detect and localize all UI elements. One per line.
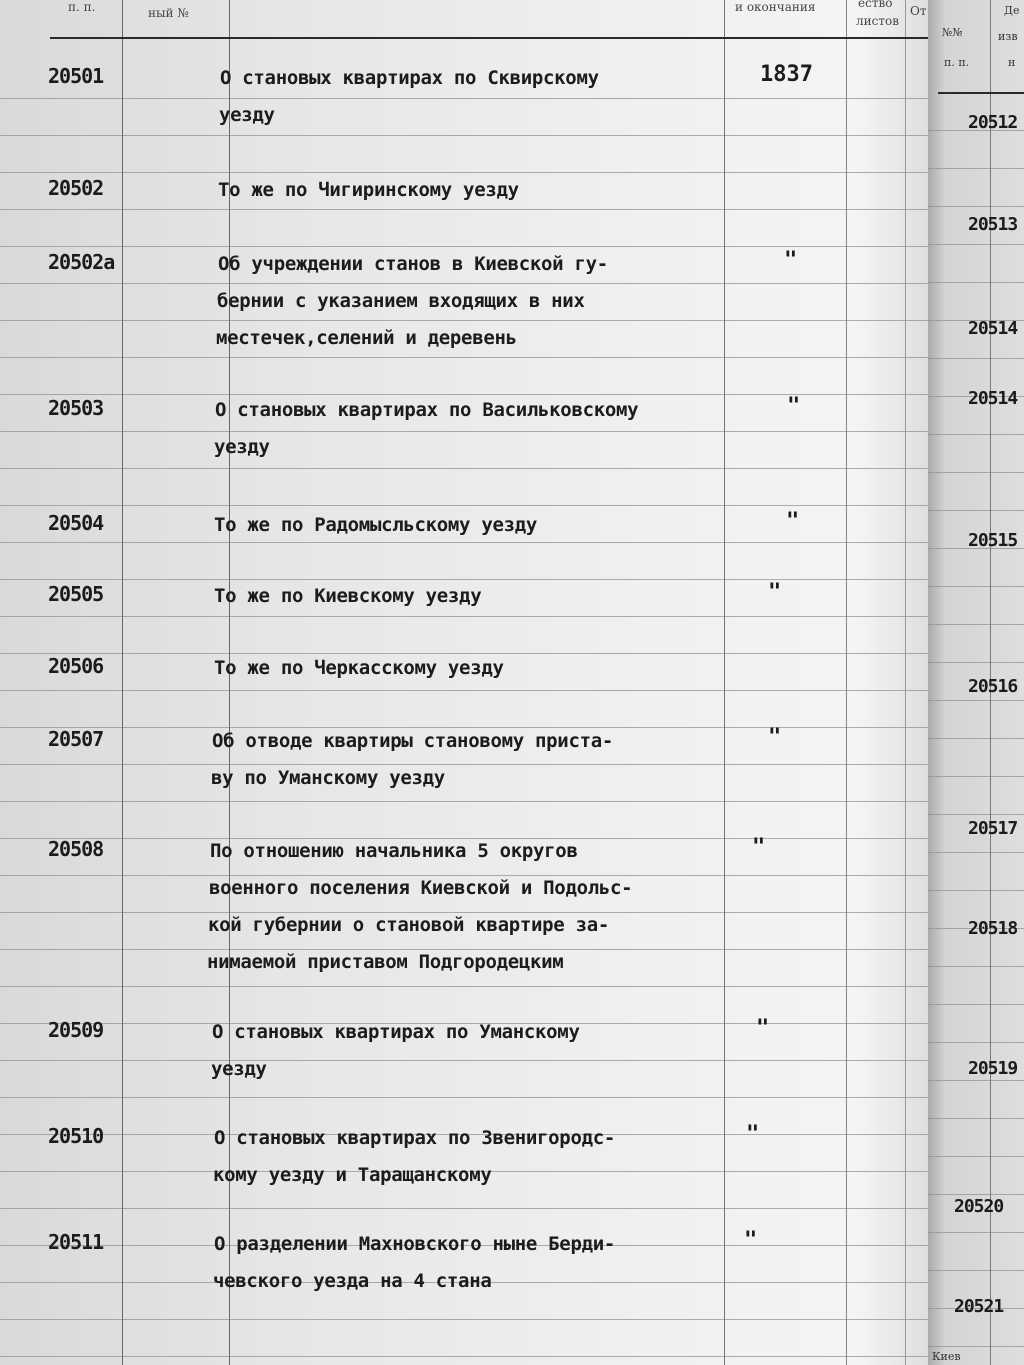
header-col-inv: ный №: [148, 6, 189, 20]
entry-title-line: О становых квартирах по Сквирскому: [220, 67, 599, 89]
ruled-line: [0, 1319, 935, 1320]
facing-page: [928, 0, 1024, 1365]
facing-ruled-line: [928, 282, 1024, 283]
entry-title-line: нимаемой приставом Подгородецким: [207, 951, 564, 973]
entry-date: ": [787, 394, 801, 419]
facing-footer: Киев: [932, 1350, 961, 1363]
ruled-line: [0, 468, 935, 469]
entry-title-line: местечек,селений и деревень: [216, 327, 517, 349]
facing-ruled-line: [928, 586, 1024, 587]
entry-title-line: военного поселения Киевской и Подольс-: [209, 877, 633, 899]
ruled-line: [0, 1356, 935, 1357]
ruled-line: [0, 135, 935, 136]
facing-ruled-line: [928, 738, 1024, 739]
facing-header-pp: п. п.: [944, 56, 970, 69]
entry-title-line: уезду: [214, 436, 270, 458]
header-col-num: п. п.: [68, 0, 96, 14]
ruled-line: [0, 690, 935, 691]
facing-entry-number: 20515: [968, 530, 1018, 551]
entry-title-line: То же по Чигиринскому уезду: [218, 179, 519, 201]
header-col-sheets: листов: [856, 14, 899, 28]
entry-number: 20506: [48, 654, 104, 678]
ruled-line: [0, 431, 935, 432]
facing-ruled-line: [928, 890, 1024, 891]
ruled-line: [0, 209, 935, 210]
entry-title-line: О становых квартирах по Звенигородс-: [214, 1127, 616, 1149]
ruled-line: [0, 1060, 935, 1061]
entry-number: 20502а: [48, 250, 115, 274]
entry-title-line: чевского уезда на 4 стана: [213, 1270, 492, 1292]
ruled-line: [0, 616, 935, 617]
entry-title-line: То же по Черкасскому уезду: [214, 657, 504, 679]
facing-ruled-line: [928, 434, 1024, 435]
facing-entry-number: 20517: [968, 818, 1018, 839]
facing-ruled-line: [928, 1004, 1024, 1005]
entry-title-line: Об учреждении станов в Киевской гу-: [218, 253, 608, 275]
facing-entry-number: 20512: [968, 112, 1018, 133]
entry-number: 20505: [48, 582, 104, 606]
ruled-line: [0, 98, 935, 99]
entry-date: 1837: [760, 62, 813, 87]
facing-entry-number: 20519: [968, 1058, 1018, 1079]
entry-title-line: О становых квартирах по Уманскому: [212, 1021, 580, 1043]
column-divider: [122, 0, 123, 1365]
entry-number: 20509: [48, 1018, 104, 1042]
facing-ruled-line: [928, 624, 1024, 625]
entry-number: 20503: [48, 396, 104, 420]
facing-entry-number: 20518: [968, 918, 1018, 939]
facing-header-izv: изв: [998, 30, 1018, 43]
entry-number: 20507: [48, 727, 104, 751]
header-rule: [50, 37, 930, 39]
facing-ruled-line: [928, 206, 1024, 207]
facing-ruled-line: [928, 1270, 1024, 1271]
column-divider: [905, 0, 906, 1365]
facing-ruled-line: [928, 244, 1024, 245]
entry-title-line: уезду: [219, 104, 275, 126]
entry-title-line: То же по Киевскому уезду: [214, 585, 482, 607]
column-divider: [846, 0, 847, 1365]
facing-ruled-line: [928, 510, 1024, 511]
entry-date: ": [744, 1228, 758, 1253]
entry-title-line: ву по Уманскому уезду: [211, 767, 445, 789]
entry-date: ": [786, 509, 800, 534]
facing-ruled-line: [928, 852, 1024, 853]
ruled-line: [0, 1097, 935, 1098]
entry-title-line: О становых квартирах по Васильковскому: [215, 399, 639, 421]
facing-ruled-line: [928, 168, 1024, 169]
facing-ruled-line: [928, 1194, 1024, 1195]
ruled-line: [0, 764, 935, 765]
facing-header-num: №№: [942, 26, 963, 39]
entry-title-line: уезду: [211, 1058, 267, 1080]
ruled-line: [0, 986, 935, 987]
entry-title-line: То же по Радомысльскому уезду: [214, 514, 538, 536]
facing-entry-number: 20521: [954, 1296, 1004, 1317]
facing-ruled-line: [928, 358, 1024, 359]
facing-header-n: н: [1008, 56, 1016, 69]
facing-ruled-line: [928, 1118, 1024, 1119]
ruled-line: [0, 801, 935, 802]
facing-ruled-line: [928, 1156, 1024, 1157]
entry-date: ": [746, 1122, 760, 1147]
entry-number: 20508: [48, 837, 104, 861]
facing-ruled-line: [928, 472, 1024, 473]
facing-header-rule: [938, 92, 1024, 94]
entry-number: 20502: [48, 176, 104, 200]
facing-ruled-line: [928, 966, 1024, 967]
facing-entry-number: 20514: [968, 318, 1018, 339]
facing-ruled-line: [928, 1080, 1024, 1081]
facing-entry-number: 20516: [968, 676, 1018, 697]
facing-ruled-line: [928, 814, 1024, 815]
column-divider: [724, 0, 725, 1365]
entry-date: ": [756, 1016, 770, 1041]
facing-ruled-line: [928, 1346, 1024, 1347]
entry-number: 20504: [48, 511, 104, 535]
facing-ruled-line: [928, 776, 1024, 777]
header-col-extra: От: [910, 4, 927, 18]
entry-date: ": [768, 725, 782, 750]
entry-title-line: О разделении Махновского ныне Берди-: [214, 1233, 616, 1255]
facing-entry-number: 20520: [954, 1196, 1004, 1217]
facing-ruled-line: [928, 700, 1024, 701]
header-col-dates: и окончания: [735, 0, 816, 14]
entry-number: 20511: [48, 1230, 104, 1254]
ruled-line: [0, 357, 935, 358]
ruled-line: [0, 505, 935, 506]
entry-title-line: бернии с указанием входящих в них: [217, 290, 585, 312]
entry-date: ": [768, 580, 782, 605]
entry-number: 20501: [48, 64, 104, 88]
facing-ruled-line: [928, 1232, 1024, 1233]
facing-header-de: Де: [1004, 4, 1020, 17]
facing-entry-number: 20514: [968, 388, 1018, 409]
entry-date: ": [752, 835, 766, 860]
header-col-sheets-top: ество: [858, 0, 893, 10]
entry-title-line: кому уезду и Таращанскому: [213, 1164, 492, 1186]
entry-title-line: По отношению начальника 5 округов: [210, 840, 578, 862]
entry-date: ": [784, 248, 798, 273]
facing-entry-number: 20513: [968, 214, 1018, 235]
entry-title-line: Об отводе квартиры становому приста-: [212, 730, 614, 752]
ruled-line: [0, 1208, 935, 1209]
entry-number: 20510: [48, 1124, 104, 1148]
facing-ruled-line: [928, 662, 1024, 663]
entry-title-line: кой губернии о становой квартире за-: [208, 914, 610, 936]
facing-ruled-line: [928, 1042, 1024, 1043]
